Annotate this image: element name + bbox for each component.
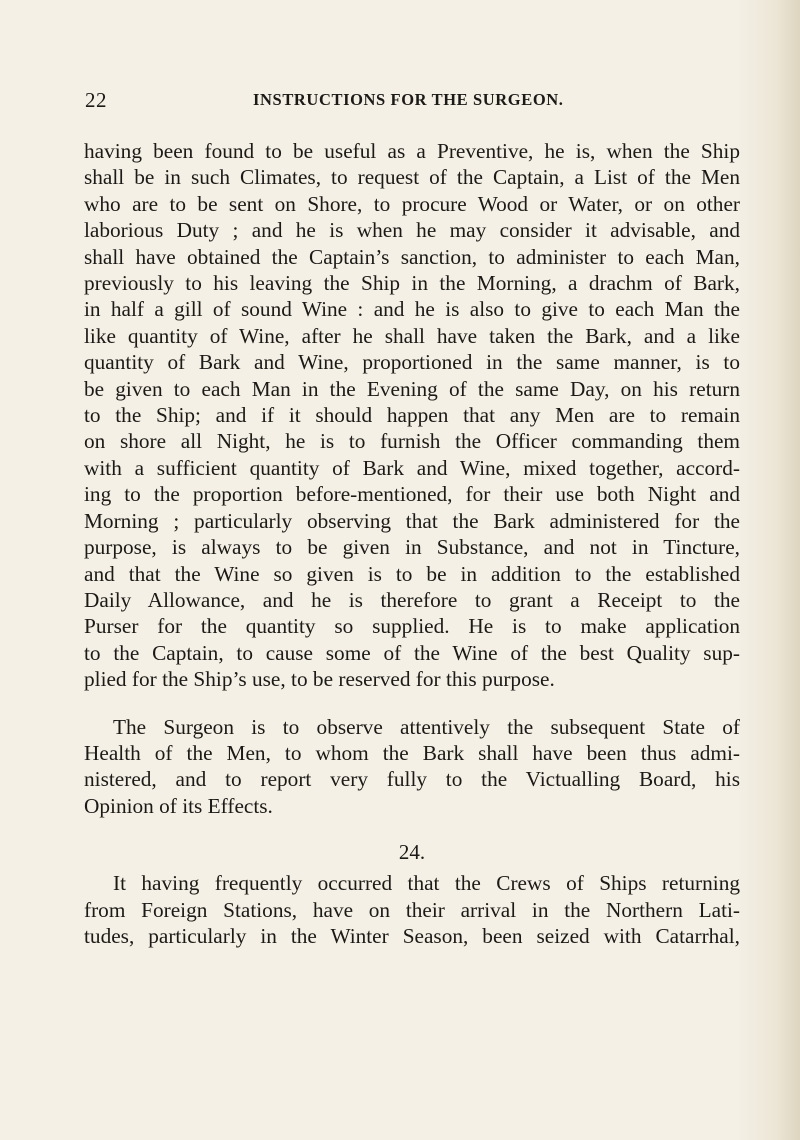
text-line: Health of the Men, to whom the Bark shall have been thus admi- — [84, 740, 740, 765]
text-line: in half a gill of sound Wine : and he is also to give to each Man the — [84, 297, 740, 322]
text-line: quantity of Bark and Wine, proportioned in the same manner, is to — [84, 350, 740, 375]
text-line: to the Captain, to cause some of the Wine of the best Quality sup- — [84, 640, 740, 665]
text-line: laborious Duty ; and he is when he may consider it advisable, and — [84, 218, 740, 243]
text-line: previously to his leaving the Ship in the Morning, a drachm of Bark, — [84, 271, 740, 296]
section-number: 24. — [398, 840, 426, 865]
text-line: Daily Allowance, and he is therefore to grant a Receipt to the — [84, 587, 740, 612]
text-line: Purser for the quantity so supplied. He is to make application — [84, 614, 740, 639]
text-line: Opinion of its Effects. — [84, 793, 273, 818]
body-text — [84, 138, 740, 949]
text-line: purpose, is always to be given in Substance, and not in Tincture, — [84, 535, 740, 560]
paragraph-catarrhal-crews — [84, 870, 740, 949]
text-line: to the Ship; and if it should happen that any Men are to remain — [84, 403, 740, 428]
text-line: and that the Wine so given is to be in addition to the established — [84, 561, 740, 586]
text-line: on shore all Night, he is to furnish the Officer commanding them — [84, 429, 740, 454]
text-line: shall have obtained the Captain’s sanction, to administer to each Man, — [84, 244, 740, 269]
text-line: who are to be sent on Shore, to procure Wood or Water, or on other — [84, 191, 740, 216]
text-line: be given to each Man in the Evening of the same Day, on his return — [84, 376, 740, 401]
text-line: Morning ; particularly observing that the Bark administered for the — [84, 508, 740, 533]
paragraph-bark-instructions — [84, 138, 740, 693]
text-line: plied for the Ship’s use, to be reserved for this purpose. — [84, 667, 555, 692]
text-line: tudes, particularly in the Winter Season, been seized with Catarrhal, — [84, 923, 740, 948]
text-line: with a sufficient quantity of Bark and Wine, mixed together, accord- — [84, 455, 740, 480]
text-line: shall be in such Climates, to request of the Captain, a List of the Men — [84, 165, 740, 190]
text-line: having been found to be useful as a Preventive, he is, when the Ship — [84, 139, 740, 163]
paragraph-observe-effects — [84, 714, 740, 820]
text-line: It having frequently occurred that the Crews of Ships returning — [113, 871, 740, 896]
text-line: ing to the proportion before-mentioned, for their use both Night and — [84, 482, 740, 507]
text-line: from Foreign Stations, have on their arrival in the Northern Lati- — [84, 897, 740, 922]
page-header — [0, 88, 800, 118]
text-line: The Surgeon is to observe attentively the subsequent State of — [113, 714, 740, 739]
text-line: nistered, and to report very fully to the Victualling Board, his — [84, 767, 740, 792]
text-line: like quantity of Wine, after he shall have taken the Bark, and a like — [84, 323, 740, 348]
page-number: 22 — [85, 88, 107, 112]
running-head: INSTRUCTIONS FOR THE SURGEON. — [253, 90, 564, 109]
